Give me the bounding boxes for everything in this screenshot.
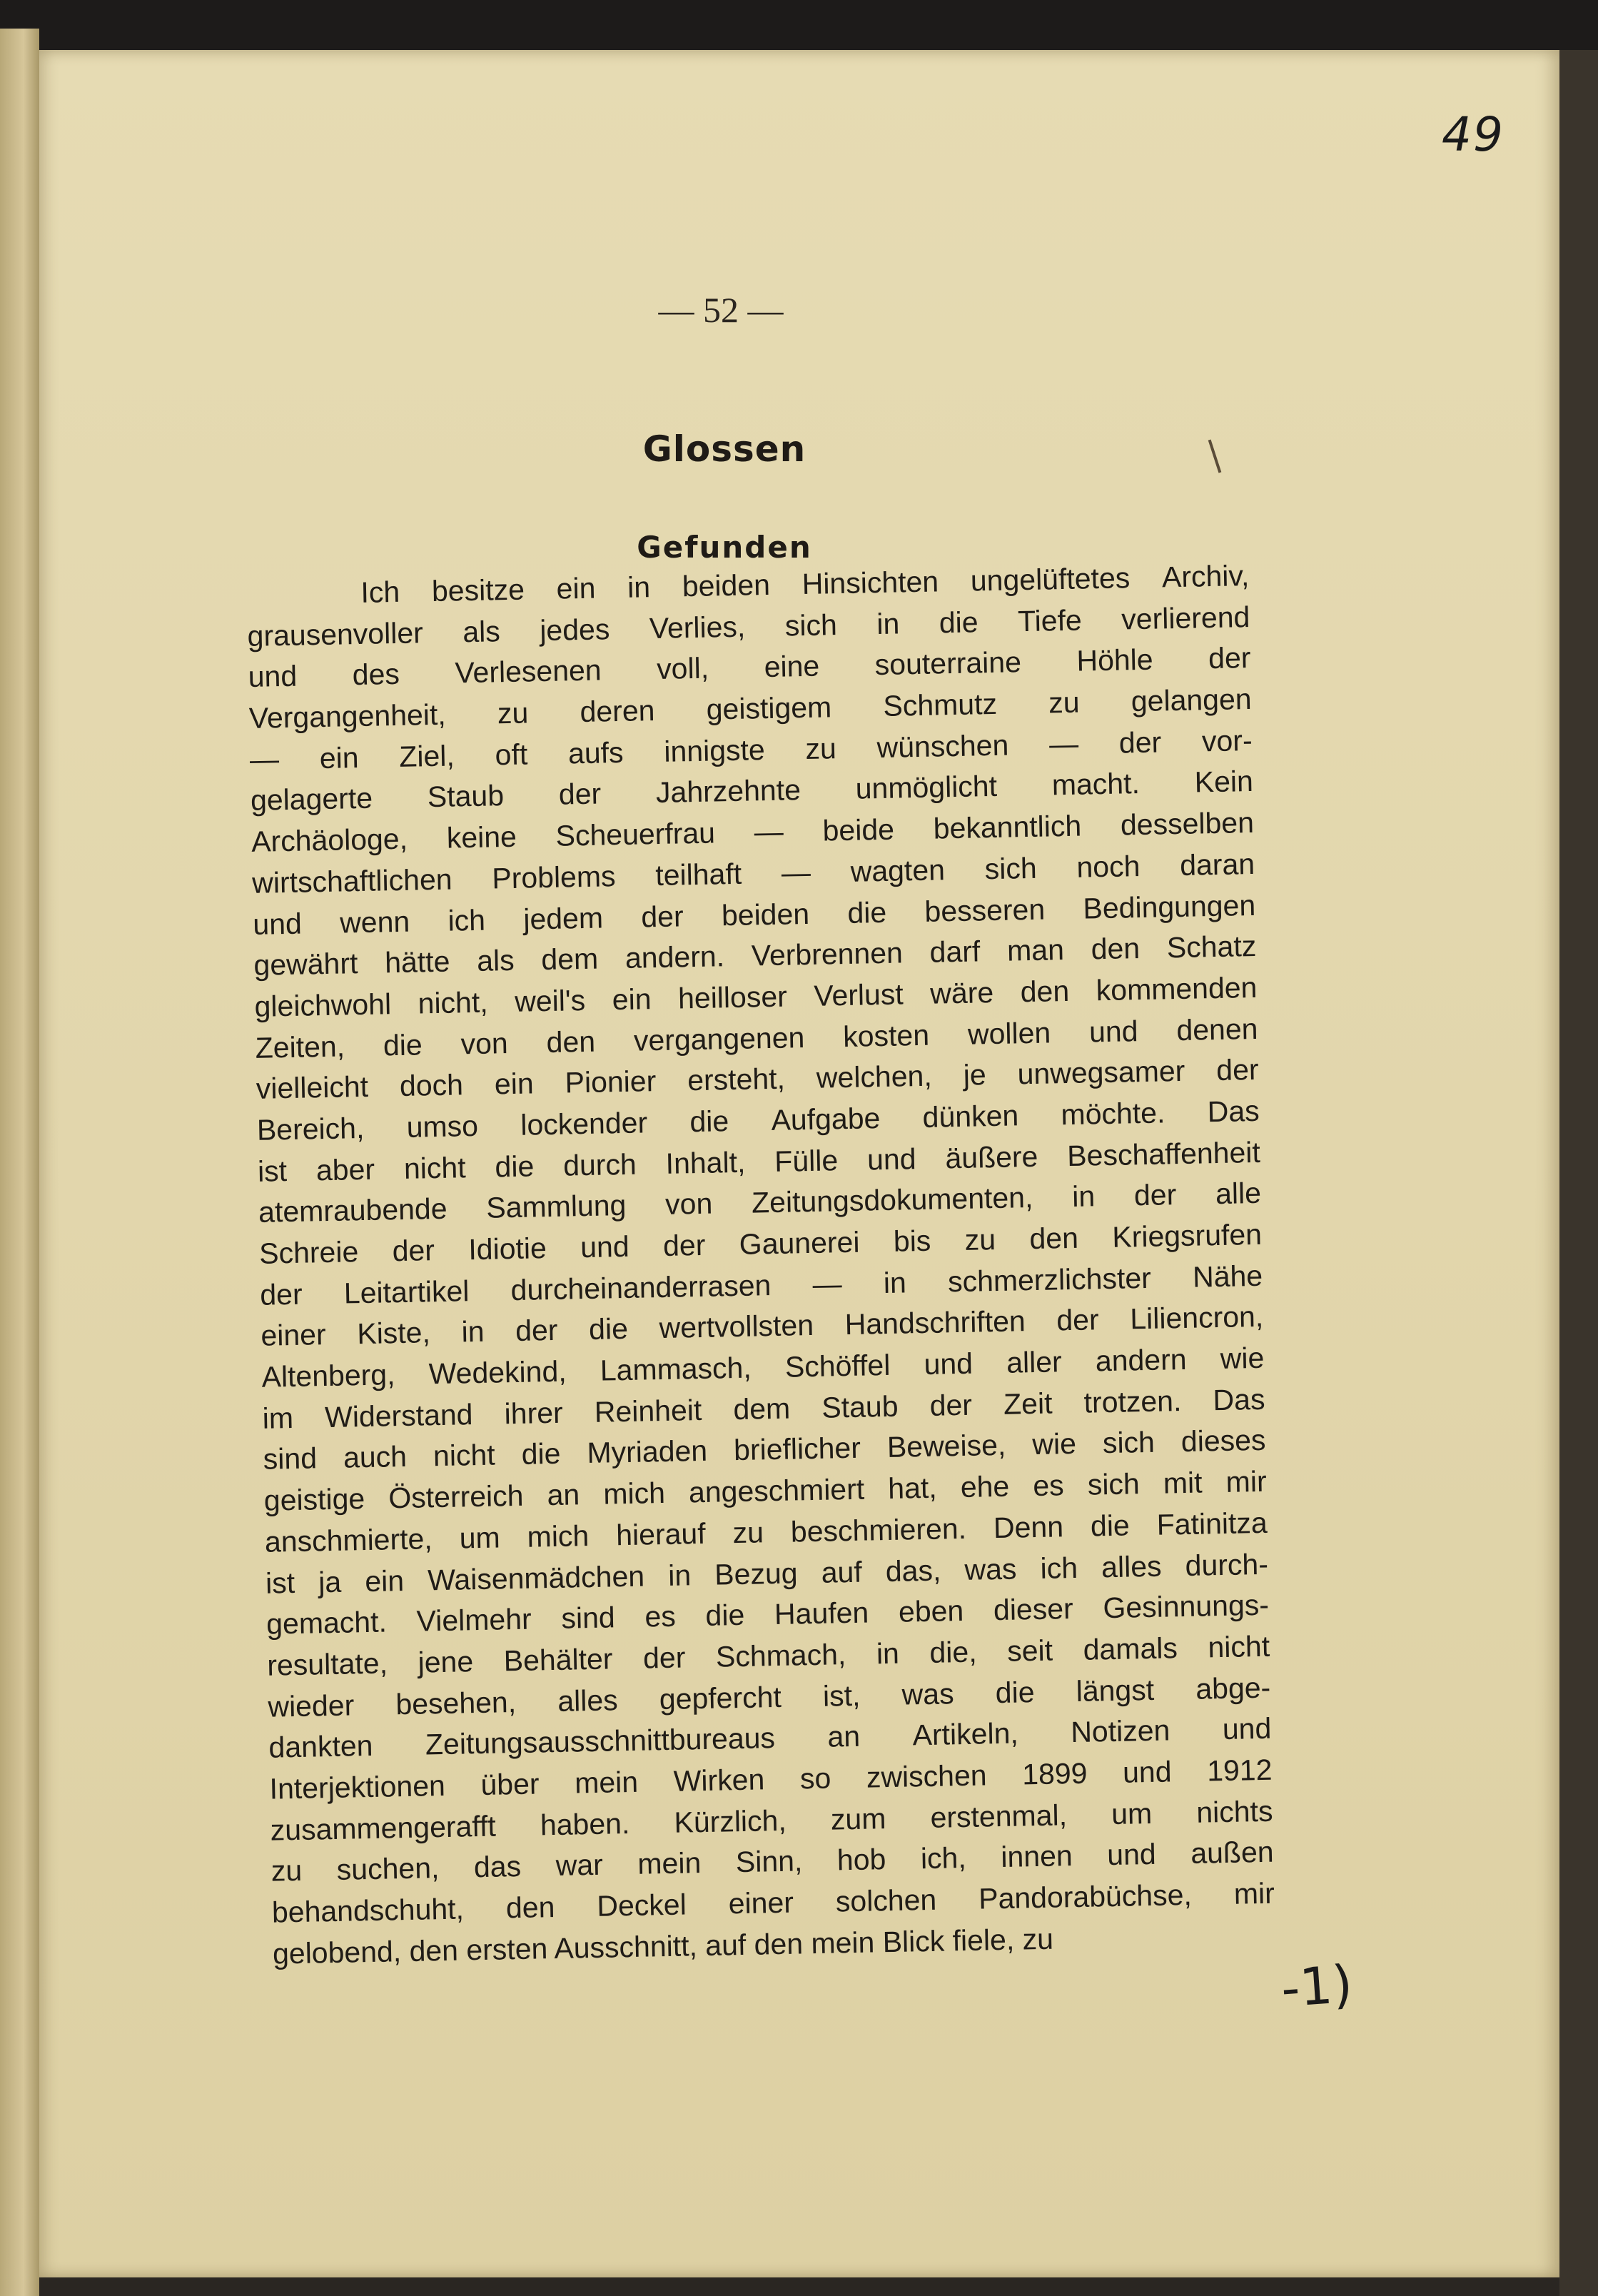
text-line: gewährt hätte als dem andern. Verbrennen darf man den Schatz <box>253 930 1257 982</box>
text-line: ist ja ein Waisenmädchen in Bezug auf das, was ich alles durch- <box>265 1547 1269 1600</box>
text-line: einer Kiste, in der die wertvollsten Handschriften der Liliencron, <box>261 1300 1264 1353</box>
page-number: — 52 — <box>658 290 784 330</box>
scan-right-border <box>1559 50 1598 2296</box>
left-page-edge <box>0 29 39 2296</box>
article-subtitle: Gefunden <box>637 530 812 565</box>
text-line: gelobend, den ersten Ausschnitt, auf den mein Blick fiele, zu <box>272 1922 1054 1970</box>
scan-top-border <box>0 0 1598 50</box>
text-line: grausenvoller als jedes Verlies, sich in die Tiefe verlierend <box>247 600 1250 653</box>
handwritten-margin-annotation: -1) <box>1279 1953 1355 2019</box>
text-line: Vergangenheit, zu deren geistigem Schmutz zu gelangen <box>248 683 1252 735</box>
text-line: Archäologe, keine Scheuerfrau — beide bekanntlich desselben <box>251 806 1255 859</box>
section-title: Glossen <box>642 428 806 470</box>
text-line: dankten Zeitungsausschnittbureaus an Artikeln, Notizen und <box>268 1711 1272 1764</box>
text-line: atemraubende Sammlung von Zeitungsdokumenten, in der alle <box>258 1177 1262 1229</box>
text-line: sind auch nicht die Myriaden brieflicher Beweise, wie sich dieses <box>263 1424 1266 1476</box>
text-line: wirtschaftlichen Problems teilhaft — wagten sich noch daran <box>251 847 1255 900</box>
text-line: wieder besehen, alles gepfercht ist, was die längst abge- <box>267 1671 1271 1723</box>
text-line: gemacht. Vielmehr sind es die Haufen eben dieser Gesinnungs- <box>266 1588 1270 1641</box>
text-line: Ich besitze ein in beiden Hinsichten ungelüftetes Archiv, <box>360 559 1250 609</box>
text-line: Zeiten, die von den vergangenen kosten wollen und denen <box>255 1012 1258 1064</box>
text-line: resultate, jene Behälter der Schmach, in die, seit damals nicht <box>266 1629 1270 1682</box>
text-line: zu suchen, das war mein Sinn, hob ich, innen und außen <box>270 1836 1274 1888</box>
text-line: Bereich, umso lockender die Aufgabe dünken möchte. Das <box>256 1094 1260 1147</box>
text-line: — ein Ziel, oft aufs innigste zu wünschen — der vor- <box>249 723 1253 776</box>
text-line: geistige Österreich an mich angeschmiert hat, ehe es sich mit mir <box>263 1464 1268 1517</box>
text-line: vielleicht doch ein Pionier ersteht, welchen, je unwegsamer der <box>256 1053 1259 1106</box>
text-line: gelagerte Staub der Jahrzehnte unmöglicht macht. Kein <box>250 765 1254 817</box>
text-line: Altenberg, Wedekind, Lammasch, Schöffel und aller andern wie <box>261 1341 1265 1394</box>
text-line: und wenn ich jedem der beiden die besseren Bedingungen <box>252 888 1256 941</box>
article-body <box>246 555 1275 1975</box>
text-line: gleichwohl nicht, weil's ein heilloser Verlust wäre den kommenden <box>254 970 1258 1023</box>
text-line: Interjektionen über mein Wirken so zwischen 1899 und 1912 <box>269 1753 1273 1806</box>
text-line: anschmierte, um mich hierauf zu beschmieren. Denn die Fatinitza <box>264 1506 1268 1559</box>
text-line: zusammengerafft haben. Kürzlich, zum erstenmal, um nichts <box>270 1794 1273 1847</box>
text-line: der Leitartikel durcheinanderrasen — in schmerzlichster Nähe <box>259 1259 1263 1311</box>
text-line: Schreie der Idiotie und der Gaunerei bis zu den Kriegsrufen <box>258 1217 1263 1270</box>
text-line: ist aber nicht die durch Inhalt, Fülle und äußere Beschaffenheit <box>257 1135 1261 1188</box>
handwritten-folio-number: 49 <box>1442 107 1505 162</box>
text-line: und des Verlesenen voll, eine souterraine Höhle der <box>248 641 1251 694</box>
text-line: im Widerstand ihrer Reinheit dem Staub der Zeit trotzen. Das <box>262 1382 1265 1435</box>
text-line: behandschuht, den Deckel einer solchen Pandorabüchse, mir <box>271 1876 1275 1929</box>
